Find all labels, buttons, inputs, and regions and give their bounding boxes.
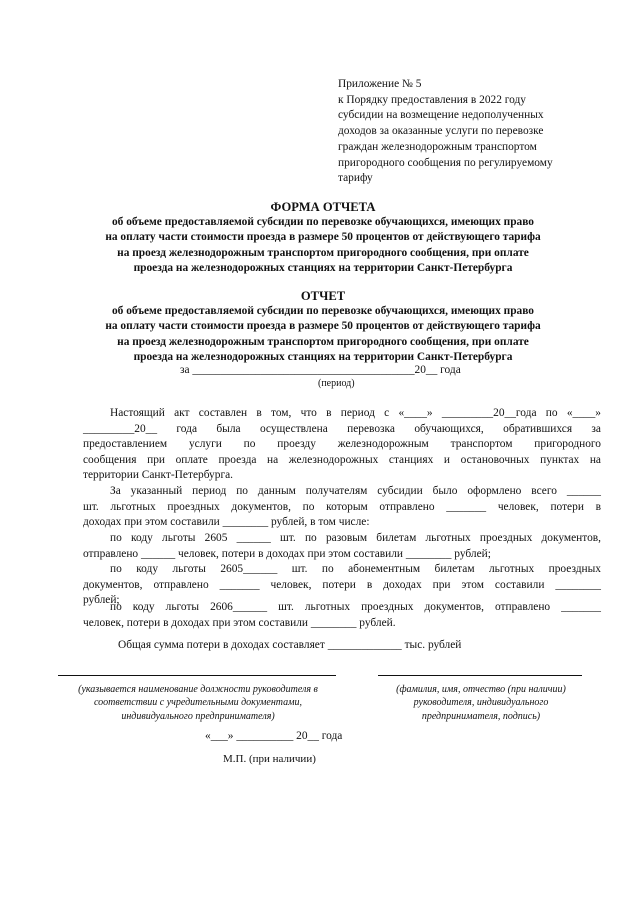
annex-line: граждан железнодорожным транспортом xyxy=(338,140,537,153)
paragraph-line: предоставлением услуги по проезду железнодорожным транспортом пригородного xyxy=(83,438,601,451)
paragraph-code-2605-single xyxy=(83,531,601,562)
form-title-line: на проезд железнодорожным транспортом пригородного сообщения, при оплате xyxy=(117,246,529,259)
annex-line: к Порядку предоставления в 2022 году xyxy=(338,93,526,106)
annex-line: доходов за оказанные услуги по перевозке xyxy=(338,125,544,138)
signature-caption-left xyxy=(58,683,338,723)
caption-line: соответствии с учредительными документами, xyxy=(93,697,303,709)
report-title-line: на проезд железнодорожным транспортом пригородного сообщения, при оплате xyxy=(117,335,529,348)
paragraph-total-docs xyxy=(83,484,601,531)
stamp-note: М.П. (при наличии) xyxy=(223,753,316,765)
period-line: за _______________________________________20__ года xyxy=(180,364,461,376)
caption-line: предпринимателя, подпись) xyxy=(421,710,541,722)
paragraph-line: территории Санкт-Петербурга. xyxy=(83,469,234,482)
report-heading: ОТЧЕТ xyxy=(300,289,346,303)
caption-line: (указывается наименование должности руководителя в xyxy=(78,684,318,695)
paragraph-line: по коду льготы 2605 ______ шт. по разовым билетам льготных проездных документов, xyxy=(110,532,601,544)
caption-line: (фамилия, имя, отчество (при наличии) xyxy=(396,684,566,695)
signature-line-right xyxy=(378,675,582,676)
period-caption: (период) xyxy=(318,378,355,389)
paragraph-line: рублей; xyxy=(83,594,120,607)
paragraph-line: За указанный период по данным получателям субсидии было оформлено всего ______ xyxy=(110,485,601,497)
caption-line: индивидуального предпринимателя) xyxy=(121,710,275,722)
annex-line: тарифу xyxy=(338,172,373,185)
annex-header xyxy=(338,77,608,187)
signature-date: «___» __________ 20__ года xyxy=(205,730,343,742)
paragraph-line: доходах при этом составили ________ рублей, в том числе: xyxy=(83,516,370,529)
report-title-line: на оплату части стоимости проезда в размере 50 процентов от действующего тарифа xyxy=(105,320,541,333)
form-title xyxy=(58,199,588,277)
paragraph-code-2606 xyxy=(83,600,601,631)
annex-line: пригородного сообщения по регулируемому xyxy=(338,156,553,169)
signature-line-left xyxy=(58,675,336,676)
signature-caption-right xyxy=(368,683,594,723)
report-title-line: проезда на железнодорожных станциях на территории Санкт-Петербурга xyxy=(133,351,513,364)
paragraph-line: человек, потери в доходах при этом составили ________ рублей. xyxy=(83,616,396,629)
form-title-line: проезда на железнодорожных станциях на территории Санкт-Петербурга xyxy=(133,262,513,275)
form-title-line: об объеме предоставляемой субсидии по перевозке обучающихся, имеющих право xyxy=(111,216,535,228)
paragraph-line: по коду льготы 2605______ шт. по абонементным билетам льготных проездных xyxy=(110,563,601,575)
form-heading: ФОРМА ОТЧЕТА xyxy=(270,200,376,214)
paragraph-act xyxy=(83,406,601,484)
caption-line: руководителя, индивидуального xyxy=(413,697,549,709)
paragraph-line: отправлено ______ человек, потери в доходах при этом составили ________ рублей; xyxy=(83,547,491,560)
annex-line: Приложение № 5 xyxy=(338,78,422,90)
total-losses: Общая сумма потери в доходах составляет _____________ тыс. рублей xyxy=(118,639,462,651)
report-title xyxy=(58,288,588,366)
annex-line: субсидии на возмещение недополученных xyxy=(338,109,544,122)
paragraph-line: документов, отправлено _______ человек, потери в доходах при этом составили ________ xyxy=(83,578,601,591)
report-title-line: об объеме предоставляемой субсидии по перевозке обучающихся, имеющих право xyxy=(111,305,535,317)
paragraph-line: _________20__ года была осуществлена перевозка обучающихся, обратившихся за xyxy=(83,422,601,435)
paragraph-line: по коду льготы 2606______ шт. льготных проездных документов, отправлено _______ xyxy=(110,601,601,613)
paragraph-line: Настоящий акт составлен в том, что в период с «____» _________20__года по «____» xyxy=(110,407,601,419)
paragraph-line: сообщения при оплате проезда на железнодорожных станциях и остановочных пунктах на xyxy=(83,453,601,466)
form-title-line: на оплату части стоимости проезда в размере 50 процентов от действующего тарифа xyxy=(105,231,541,244)
paragraph-line: шт. льготных проездных документов, по которым отправлено _______ человек, потери в xyxy=(83,500,601,513)
